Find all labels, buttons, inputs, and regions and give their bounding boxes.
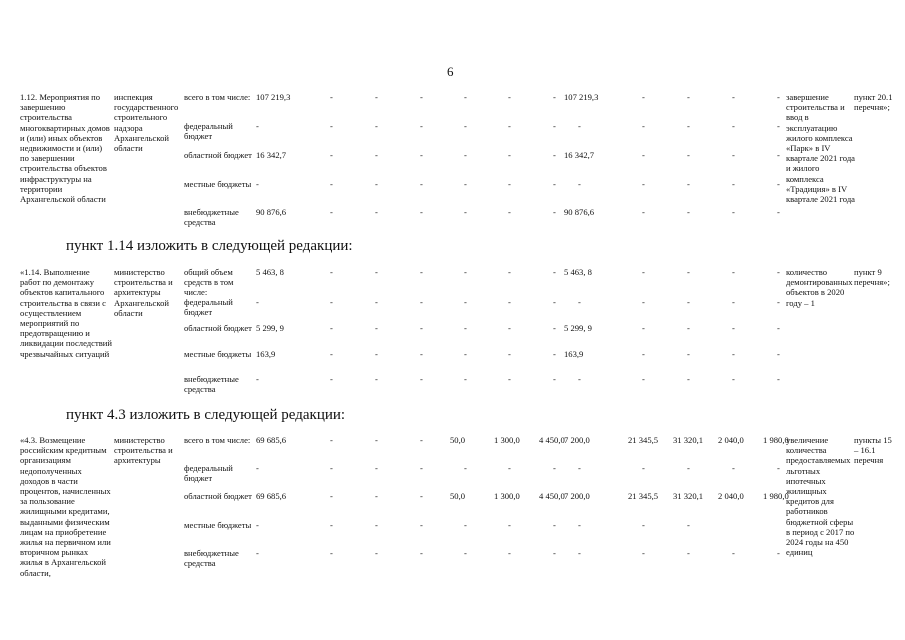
funding-year-value: - [687,323,690,333]
funding-year-value: - [553,297,556,307]
funding-year-value: - [508,207,511,217]
funding-year-value: - [375,121,378,131]
funding-year-value: - [464,323,467,333]
funding-year-value: - [420,297,423,307]
funding-year-value: - [420,349,423,359]
funding-year-value: 1 980,0 [763,491,789,501]
funding-year-value: - [777,463,780,473]
expected-result: завершение строительства и ввод в эксплуатацию жилого комплекса «Парк» в IV квартале 2021 года и жилого комплекса «Традиция» в IV квартале 2021 года [786,92,856,205]
funding-source: федеральный бюджет [184,463,233,484]
funding-year-value: 7 200,0 [564,435,590,445]
funding-year-value: - [464,463,467,473]
funding-source: всего в том числе: [184,435,251,445]
funding-year-value: 50,0 [450,435,466,445]
funding-year-value: - [330,463,333,473]
funding-year-value: - [464,374,467,384]
funding-year-value: - [375,463,378,473]
funding-year-value: - [642,267,645,277]
funding-year-value: - [330,520,333,530]
funding-year-value: - [642,92,645,102]
funding-source: областной бюджет [184,323,252,333]
funding-year-value: - [553,207,556,217]
funding-year-value: 1 300,0 [494,435,520,445]
funding-year-value: - [420,179,423,189]
expected-result: увеличение количества предоставляемых льготных ипотечных жилищных кредитов для работников бюджетной сферы в период с 2017 по 2024 годы на 450 единиц [786,435,855,558]
funding-year-value: - [687,121,690,131]
funding-year-value: - [553,520,556,530]
funding-total: - [256,548,259,558]
funding-year-value: - [508,297,511,307]
funding-year-value: - [508,121,511,131]
funding-year-value: - [777,92,780,102]
funding-year-value: - [642,179,645,189]
funding-year-value: - [687,374,690,384]
funding-year-value: - [732,297,735,307]
funding-year-value: - [330,121,333,131]
funding-year-value: - [777,179,780,189]
funding-year-value: 2 040,0 [718,491,744,501]
funding-year-value: - [687,92,690,102]
funding-year-value: - [330,297,333,307]
funding-year-value: 5 463, 8 [564,267,592,277]
funding-year-value: - [553,179,556,189]
funding-year-value: - [777,150,780,160]
funding-year-value: - [508,179,511,189]
funding-year-value: - [330,92,333,102]
funding-year-value: - [375,349,378,359]
funding-year-value: - [578,297,581,307]
funding-year-value: - [330,374,333,384]
funding-year-value: - [420,435,423,445]
funding-total: - [256,520,259,530]
funding-year-value: - [508,150,511,160]
funding-year-value: - [732,323,735,333]
funding-year-value: - [553,92,556,102]
funding-year-value: - [375,207,378,217]
funding-year-value: - [687,297,690,307]
funding-year-value: - [330,491,333,501]
funding-year-value: - [687,548,690,558]
list-point: пункт 20.1 перечня»; [854,92,893,113]
measure-name: «1.14. Выполнение работ по демонтажу объектов капитального строительства в связи с осуществлением мероприятий по предотвращению и ликвидации последствий чрезвычайных ситуаций [20,267,112,359]
funding-year-value: - [420,267,423,277]
funding-year-value: - [732,121,735,131]
funding-year-value: 5 299, 9 [564,323,592,333]
funding-year-value: - [375,520,378,530]
funding-total: - [256,463,259,473]
funding-source: внебюджетные средства [184,548,239,569]
funding-year-value: - [420,92,423,102]
funding-year-value: - [553,374,556,384]
funding-year-value: - [553,349,556,359]
funding-total: 69 685,6 [256,435,287,445]
funding-year-value: - [464,179,467,189]
funding-year-value: - [687,150,690,160]
funding-total: 90 876,6 [256,207,287,217]
funding-year-value: - [420,207,423,217]
funding-year-value: - [777,121,780,131]
funding-year-value: - [777,349,780,359]
funding-year-value: - [330,349,333,359]
funding-source: местные бюджеты [184,520,252,530]
funding-year-value: - [464,297,467,307]
funding-year-value: 31 320,1 [673,435,704,445]
funding-year-value: - [642,463,645,473]
table-block-4-3 [20,435,892,595]
funding-year-value: - [464,548,467,558]
funding-year-value: - [508,374,511,384]
funding-year-value: 2 040,0 [718,435,744,445]
funding-year-value: - [732,179,735,189]
table-block-1-12 [20,92,893,234]
funding-source: федеральный бюджет [184,121,233,142]
funding-year-value: - [420,491,423,501]
funding-year-value: - [375,435,378,445]
funding-year-value: - [464,92,467,102]
funding-source: внебюджетные средства [184,374,239,395]
funding-year-value: - [687,179,690,189]
funding-source: внебюджетные средства [184,207,239,228]
page-number: 6 [447,64,454,79]
section-heading-1-14: пункт 1.14 изложить в следующей редакции: [66,238,353,254]
funding-total: 16 342,7 [256,150,287,160]
funding-year-value: - [375,374,378,384]
list-point: пункты 15 – 16.1 перечня [854,435,892,466]
funding-year-value: - [732,374,735,384]
funding-year-value: - [464,349,467,359]
funding-year-value: - [687,207,690,217]
list-point: пункт 9 перечня»; [854,267,890,288]
funding-year-value: - [777,267,780,277]
funding-year-value: - [375,267,378,277]
funding-year-value: - [330,267,333,277]
funding-year-value: - [578,520,581,530]
funding-year-value: 107 219,3 [564,92,599,102]
funding-year-value: 21 345,5 [628,435,659,445]
funding-year-value: - [687,463,690,473]
funding-year-value: - [508,267,511,277]
funding-year-value: - [375,548,378,558]
funding-year-value: 21 345,5 [628,491,659,501]
funding-year-value: - [777,374,780,384]
funding-year-value: - [642,323,645,333]
expected-result: количество демонтированных объектов в 2020 году – 1 [786,267,853,308]
funding-year-value: - [777,297,780,307]
funding-year-value: 1 300,0 [494,491,520,501]
funding-year-value: - [553,121,556,131]
section-heading-4-3: пункт 4.3 изложить в следующей редакции: [66,407,346,423]
funding-total: 107 219,3 [256,92,291,102]
funding-year-value: - [578,463,581,473]
funding-year-value: - [330,323,333,333]
funding-year-value: 50,0 [450,491,466,501]
funding-year-value: - [553,463,556,473]
funding-year-value: - [375,323,378,333]
funding-year-value: - [508,349,511,359]
funding-source: местные бюджеты [184,349,252,359]
funding-year-value: 163,9 [564,349,584,359]
funding-year-value: - [464,520,467,530]
funding-year-value: - [330,548,333,558]
funding-year-value: 7 200,0 [564,491,590,501]
funding-year-value: 31 320,1 [673,491,704,501]
funding-year-value: - [642,207,645,217]
executor: министерство строительства и архитектуры Архангельской области [114,267,173,318]
funding-year-value: - [375,179,378,189]
funding-year-value: - [732,548,735,558]
funding-year-value: 4 450,0 [539,435,565,445]
funding-year-value: - [330,207,333,217]
funding-year-value: - [508,548,511,558]
executor: инспекция государственного строительного надзора Архангельской области [114,92,179,154]
funding-year-value: - [375,150,378,160]
funding-year-value: - [464,150,467,160]
funding-year-value: - [330,179,333,189]
funding-year-value: - [464,267,467,277]
funding-year-value: - [642,349,645,359]
funding-source: общий объем средств в том числе: [184,267,234,298]
funding-total: 5 299, 9 [256,323,284,333]
funding-total: 69 685,6 [256,491,287,501]
funding-year-value: 16 342,7 [564,150,595,160]
funding-year-value: - [553,323,556,333]
funding-year-value: - [732,463,735,473]
funding-year-value: 90 876,6 [564,207,595,217]
funding-year-value: - [420,374,423,384]
funding-year-value: - [777,207,780,217]
funding-year-value: - [375,297,378,307]
funding-total: 163,9 [256,349,276,359]
funding-year-value: - [420,548,423,558]
funding-year-value: - [330,150,333,160]
funding-year-value: - [464,121,467,131]
funding-year-value: - [508,463,511,473]
executor: министерство строительства и архитектуры [114,435,173,466]
funding-source: федеральный бюджет [184,297,233,318]
funding-year-value: - [420,463,423,473]
funding-source: областной бюджет [184,150,252,160]
funding-year-value: - [777,548,780,558]
funding-year-value: - [330,435,333,445]
funding-year-value: - [687,267,690,277]
funding-year-value: 4 450,0 [539,491,565,501]
funding-year-value: - [642,297,645,307]
funding-year-value: - [375,92,378,102]
funding-source: областной бюджет [184,491,252,501]
funding-year-value: - [508,92,511,102]
funding-year-value: - [642,150,645,160]
funding-year-value: - [578,121,581,131]
funding-year-value: - [420,520,423,530]
funding-year-value: - [508,323,511,333]
funding-year-value: - [642,520,645,530]
funding-total: - [256,297,259,307]
funding-source: всего в том числе: [184,92,251,102]
funding-year-value: - [777,323,780,333]
funding-total: - [256,374,259,384]
funding-year-value: 1 980,0 [763,435,789,445]
funding-year-value: - [642,548,645,558]
funding-total: - [256,121,259,131]
table-block-1-14 [20,267,890,397]
funding-source: местные бюджеты [184,179,252,189]
funding-total: 5 463, 8 [256,267,284,277]
funding-year-value: - [464,207,467,217]
funding-year-value: - [732,267,735,277]
funding-year-value: - [732,349,735,359]
funding-year-value: - [420,150,423,160]
funding-year-value: - [642,374,645,384]
funding-year-value: - [732,92,735,102]
funding-year-value: - [732,207,735,217]
funding-year-value: - [578,374,581,384]
funding-year-value: - [687,349,690,359]
funding-year-value: - [508,520,511,530]
funding-total: - [256,179,259,189]
funding-year-value: - [642,121,645,131]
funding-year-value: - [420,121,423,131]
funding-year-value: - [375,491,378,501]
funding-year-value: - [553,267,556,277]
measure-name: 1.12. Мероприятия по завершению строительства многоквартирных домов и (или) иных объектов недвижимости и (или) по завершении строительства объектов инфраструктуры на территории Архангельской области [20,92,110,205]
funding-year-value: - [732,150,735,160]
funding-year-value: - [578,179,581,189]
funding-year-value: - [578,548,581,558]
funding-year-value: - [553,548,556,558]
funding-year-value: - [553,150,556,160]
measure-name: «4.3. Возмещение российским кредитным организациям недополученных доходов в части процентов, начисленных за пользование жилищными кредитами, выданными физическим лицам на приобретение жилья на первичном или вторичном рынках жилья в Архангельской области, [20,435,111,578]
funding-year-value: - [687,520,690,530]
funding-year-value: - [420,323,423,333]
